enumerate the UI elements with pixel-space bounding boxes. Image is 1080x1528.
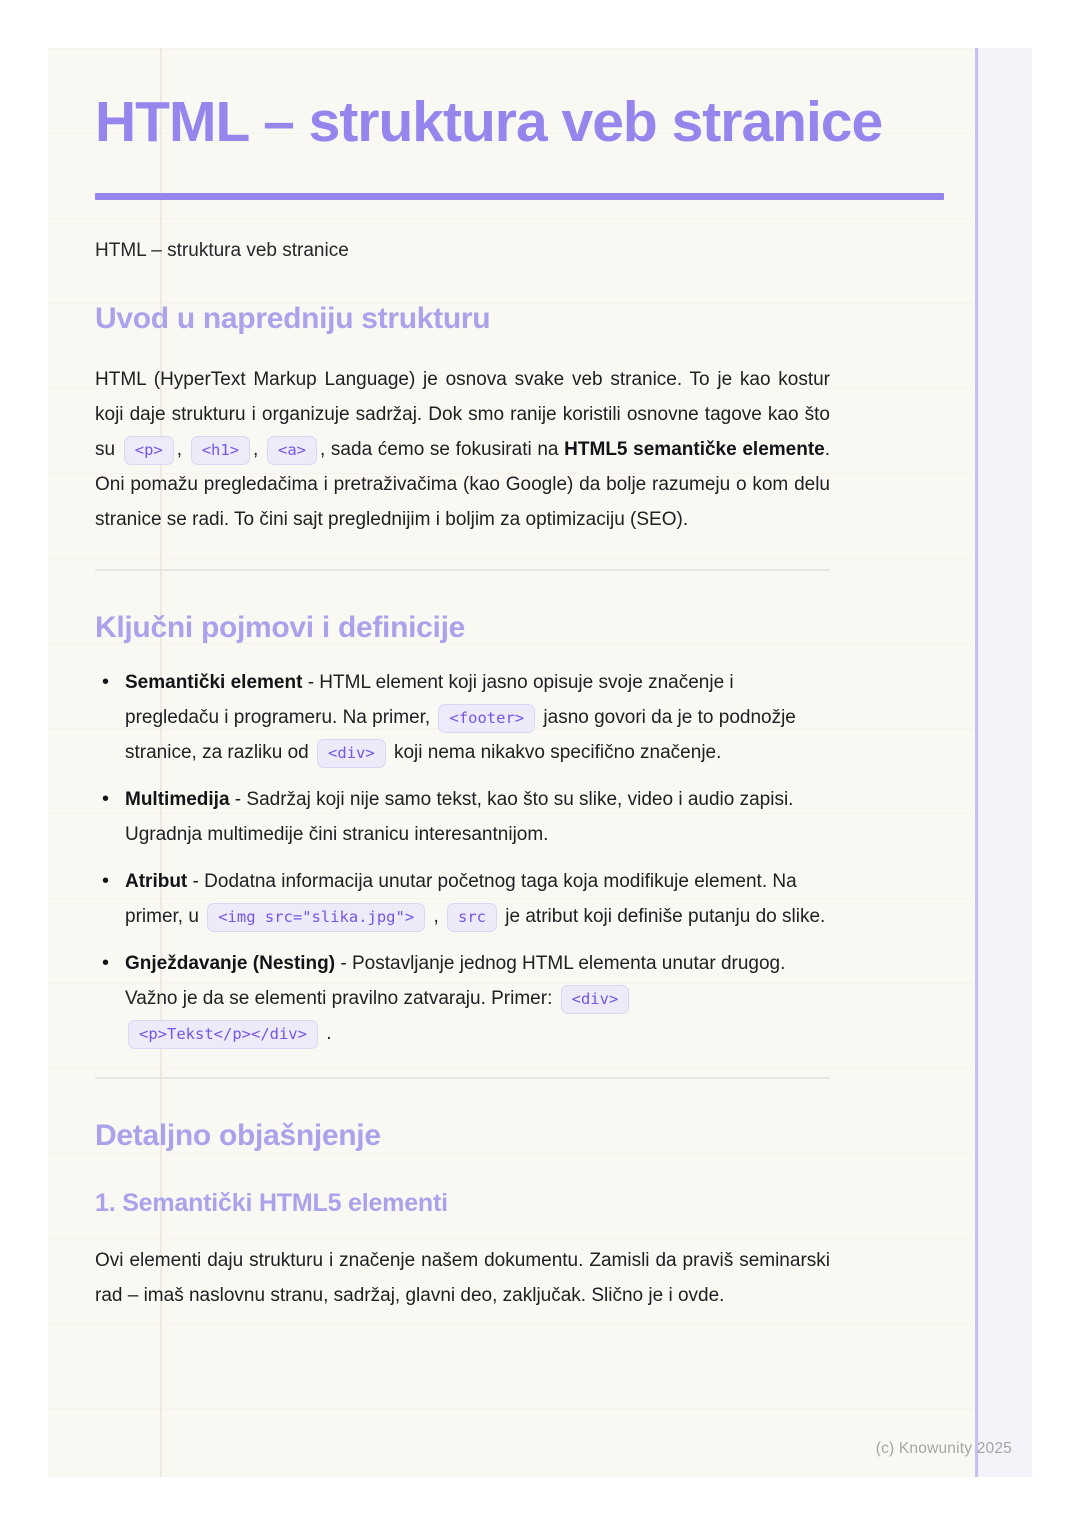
inline-code-chip: <p> — [124, 436, 174, 465]
section-divider — [95, 569, 830, 571]
inline-code-chip: <h1> — [191, 436, 250, 465]
inline-code-chip: <img src="slika.jpg"> — [207, 903, 425, 932]
sub-heading-semantic-elements: 1. Semantički HTML5 elementi — [95, 1189, 448, 1217]
bold-term: Gnježdavanje (Nesting) — [125, 953, 336, 974]
list-item: • Multimedija - Sadržaj koji nije samo tekst, kao što su slike, video i audio zapisi. Ugradnja multimedije čini stranicu interesantnijom. — [95, 782, 830, 852]
paper-sheet — [48, 48, 975, 1477]
inline-code-chip: src — [447, 903, 497, 932]
right-margin-strip — [975, 48, 1032, 1477]
inline-code-chip: <a> — [267, 436, 317, 465]
section-heading-detail: Detaljno objašnjenje — [95, 1119, 381, 1152]
bold-term: Atribut — [125, 871, 188, 892]
page-content — [48, 48, 975, 1313]
bold-term: Semantički element — [125, 672, 303, 693]
section-heading-intro: Uvod u napredniju strukturu — [95, 302, 491, 335]
list-item: • Gnježdavanje (Nesting) - Postavljanje jednog HTML elementa unutar drugog. Važno je da se elementi pravilno zatvaraju. Primer: <div> <p>Tekst</p></div> . — [95, 946, 830, 1051]
inline-code-chip: <p>Tekst</p></div> — [128, 1020, 318, 1049]
page-subtitle: HTML – struktura veb stranice — [95, 240, 349, 261]
section-heading-key-terms: Ključni pojmovi i definicije — [95, 611, 465, 644]
inline-code-chip: <div> — [317, 739, 386, 768]
detail-paragraph: Ovi elementi daju strukturu i značenje našem dokumentu. Zamisli da praviš seminarski rad – imaš naslovnu stranu, sadržaj, glavni deo, zaključak. Slično je i ovde. — [95, 1250, 830, 1306]
title-underline-rule — [95, 193, 944, 200]
list-item: • Atribut - Dodatna informacija unutar početnog taga koja modifikuje element. Na primer, u <img src="slika.jpg"> , src je atribut koji definiše putanju do slike. — [95, 864, 830, 934]
section-divider — [95, 1077, 830, 1079]
copyright-footer: (c) Knowunity 2025 — [875, 1440, 1012, 1457]
key-terms-list — [95, 665, 830, 1051]
bold-term: HTML5 semantičke elemente — [564, 439, 825, 460]
inline-code-chip: <footer> — [438, 704, 535, 733]
document-page — [48, 48, 1032, 1477]
page-title: HTML – struktura veb stranice — [95, 90, 883, 154]
bold-term: Multimedija — [125, 789, 230, 810]
intro-paragraph: HTML (HyperText Markup Language) je osnova svake veb stranice. To je kao kostur koji daje strukturu i organizuje sadržaj. Dok smo ranije koristili osnovne tagove kao što su <p> , <h1> , <a> , sada ćemo se fokusirati na HTML5 semantičke elemente. Oni pomažu pregledačima i pretraživačima (kao Google) da bolje razumeju o kom delu stranice se radi. To čini sajt preglednijim i boljim za optimizaciju (SEO). — [95, 369, 830, 530]
inline-code-chip: <div> — [561, 985, 630, 1014]
list-item: • Semantički element - HTML element koji jasno opisuje svoje značenje i pregledaču i programeru. Na primer, <footer> jasno govori da je to podnožje stranice, za razliku od <div> koji nema nikakvo specifično značenje. — [95, 665, 830, 770]
